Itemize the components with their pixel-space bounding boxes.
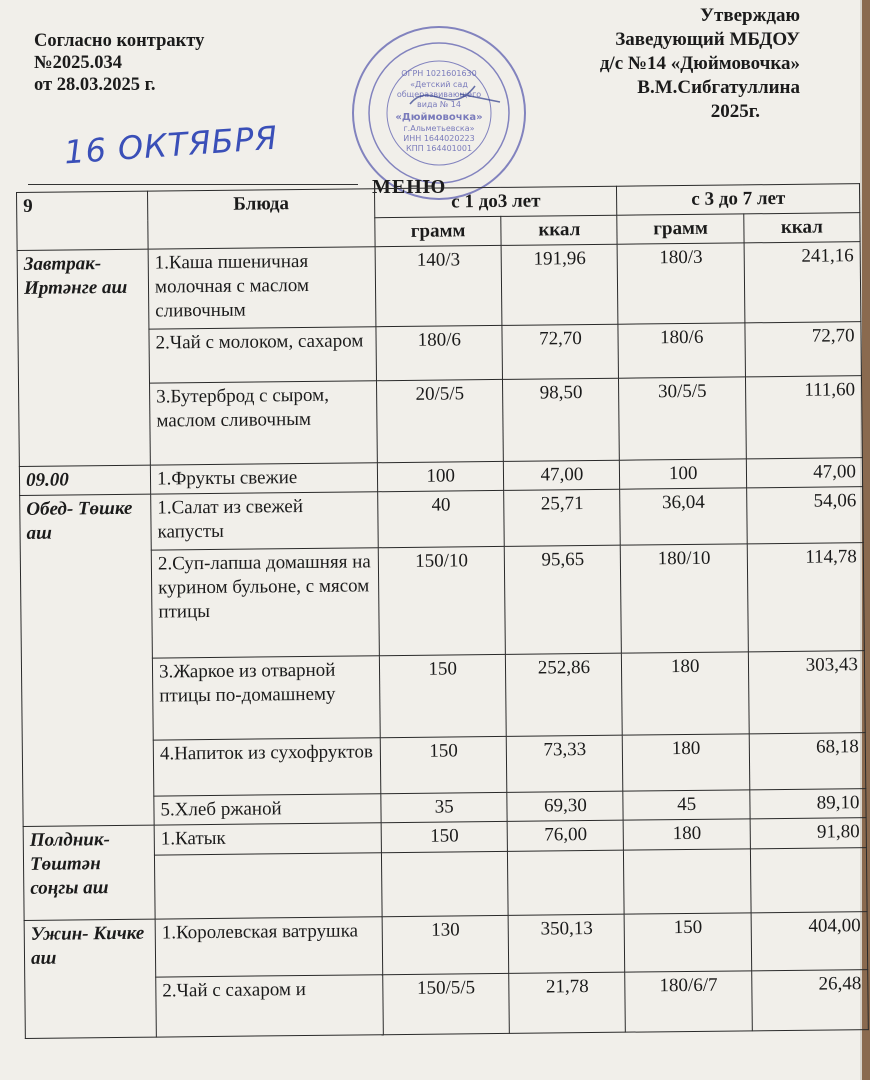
kcal-small — [508, 850, 625, 915]
dish-name: 3.Жаркое из отварной птицы по-домашнему — [152, 656, 380, 740]
kcal-large: 114,78 — [747, 543, 864, 652]
unit-header: грамм — [375, 216, 502, 246]
kcal-large: 91,80 — [750, 818, 866, 849]
approval-org: д/с №14 «Дюймовочка» — [599, 53, 800, 74]
grams-small: 180/6 — [376, 325, 503, 380]
meal-dinner: Ужин- Кичке аш — [24, 919, 156, 1038]
grams-small: 35 — [381, 792, 508, 822]
meal-snack-time: 09.00 — [19, 465, 150, 495]
grams-small: 140/3 — [375, 245, 502, 326]
stamp-line-5: «Дюймовочка» — [395, 112, 483, 123]
kcal-large: 72,70 — [745, 322, 862, 377]
kcal-small: 25,71 — [504, 489, 621, 546]
kcal-small: 73,33 — [507, 735, 624, 792]
dish-name: 3.Бутерброд с сыром, маслом сливочным — [150, 381, 378, 465]
grams-small: 150 — [380, 736, 507, 793]
dish-header: Блюда — [147, 189, 375, 249]
dish-name: 1.Салат из свежей капусты — [151, 492, 379, 550]
kcal-large: 47,00 — [746, 458, 862, 488]
grams-small: 40 — [378, 490, 505, 547]
grams-small: 20/5/5 — [376, 379, 503, 462]
kcal-small: 72,70 — [502, 324, 619, 379]
grams-small: 150 — [379, 654, 506, 737]
grams-large: 45 — [623, 790, 750, 820]
grams-large: 100 — [620, 459, 747, 489]
kcal-large — [750, 848, 867, 913]
kcal-small: 69,30 — [507, 791, 623, 821]
approval-block — [600, 4, 800, 124]
grams-large: 180/6/7 — [625, 971, 752, 1032]
dish-name: 1.Катык — [154, 823, 381, 855]
handwritten-date: 16 ОКТЯБРЯ — [62, 118, 280, 172]
dish-name: 1.Королевская ватрушка — [155, 917, 383, 977]
stamp-line-7: ИНН 1644020223 — [403, 134, 475, 143]
grams-small: 100 — [377, 461, 504, 491]
menu-table — [16, 183, 869, 1039]
grams-small: 150/5/5 — [383, 973, 510, 1034]
kcal-small: 76,00 — [508, 820, 624, 851]
kcal-small: 191,96 — [501, 244, 618, 325]
kcal-small: 350,13 — [509, 914, 626, 973]
grams-large: 180/3 — [618, 243, 745, 324]
dish-name: 1.Фрукты свежие — [150, 463, 377, 494]
stamp-line-6: г.Альметьевска» — [403, 124, 475, 133]
approval-year: 2025г. — [710, 101, 760, 122]
unit-header: ккал — [501, 215, 617, 245]
dish-name: 5.Хлеб ржаной — [154, 794, 381, 825]
stamp-line-4: вида № 14 — [417, 100, 461, 109]
age-group-2: с 3 до 7 лет — [617, 184, 860, 216]
kcal-small: 252,86 — [506, 653, 623, 736]
contract-date: от 28.03.2025 г. — [34, 75, 156, 95]
grams-large: 150 — [625, 913, 752, 972]
stamp-line-8: КПП 164401001 — [405, 144, 473, 153]
meal-lunch: Обед- Төшке аш — [20, 494, 154, 826]
approval-signer: В.М.Сибгатуллина — [637, 77, 800, 98]
age-group-1: с 1 до3 лет — [374, 186, 617, 218]
dish-name: 4.Напиток из сухофруктов — [153, 738, 381, 796]
grams-large: 180/6 — [618, 323, 745, 378]
kcal-large: 111,60 — [745, 376, 862, 459]
grams-large: 180 — [623, 734, 750, 791]
corner-cell: 9 — [17, 191, 149, 250]
grams-small: 150/10 — [378, 546, 506, 655]
approval-title: Утверждаю — [700, 5, 800, 26]
grams-small: 130 — [382, 915, 509, 974]
dish-name-empty — [154, 853, 382, 919]
kcal-small: 47,00 — [504, 460, 620, 490]
stamp-line-2: «Детский сад — [410, 80, 468, 89]
stamp-line-3: общеразвивающего — [396, 90, 482, 99]
kcal-large: 404,00 — [751, 912, 868, 971]
contract-number: №2025.034 — [34, 53, 122, 73]
dish-name: 1.Каша пшеничная молочная с маслом сливочным — [148, 247, 376, 329]
grams-large: 180/10 — [621, 544, 749, 653]
meal-afternoon-snack: Полдник- Төштән соңгы аш — [23, 825, 155, 920]
meal-breakfast: Завтрак- Иртәнге аш — [17, 249, 150, 466]
kcal-small: 98,50 — [503, 378, 620, 461]
grams-large: 36,04 — [620, 488, 747, 545]
kcal-large: 54,06 — [747, 487, 864, 544]
grams-large: 30/5/5 — [619, 377, 746, 460]
approval-position: Заведующий МБДОУ — [615, 29, 800, 50]
kcal-small: 95,65 — [505, 545, 622, 654]
dish-name: 2.Чай с молоком, сахаром — [149, 327, 377, 383]
grams-small — [381, 851, 508, 916]
unit-header: ккал — [744, 213, 860, 243]
stamp-line-1: ОГРН 1021601630 — [401, 69, 477, 78]
kcal-large: 26,48 — [752, 970, 869, 1031]
dish-name: 2.Чай с сахаром и — [156, 975, 384, 1037]
date-underline — [28, 184, 358, 185]
unit-header: грамм — [617, 214, 744, 244]
kcal-large: 241,16 — [744, 242, 861, 323]
kcal-small: 21,78 — [509, 972, 626, 1033]
kcal-large: 68,18 — [749, 733, 866, 790]
dish-name: 2.Суп-лапша домашняя на курином бульоне, с мясом птицы — [151, 548, 379, 658]
menu-title: МЕНЮ — [372, 176, 447, 198]
kcal-large: 303,43 — [748, 651, 865, 734]
contract-block — [34, 30, 204, 96]
grams-small: 150 — [381, 821, 508, 852]
contract-line-1: Согласно контракту — [34, 31, 205, 51]
grams-large: 180 — [622, 652, 749, 735]
grams-large — [624, 849, 751, 914]
grams-large: 180 — [624, 819, 751, 850]
kcal-large: 89,10 — [750, 789, 866, 819]
